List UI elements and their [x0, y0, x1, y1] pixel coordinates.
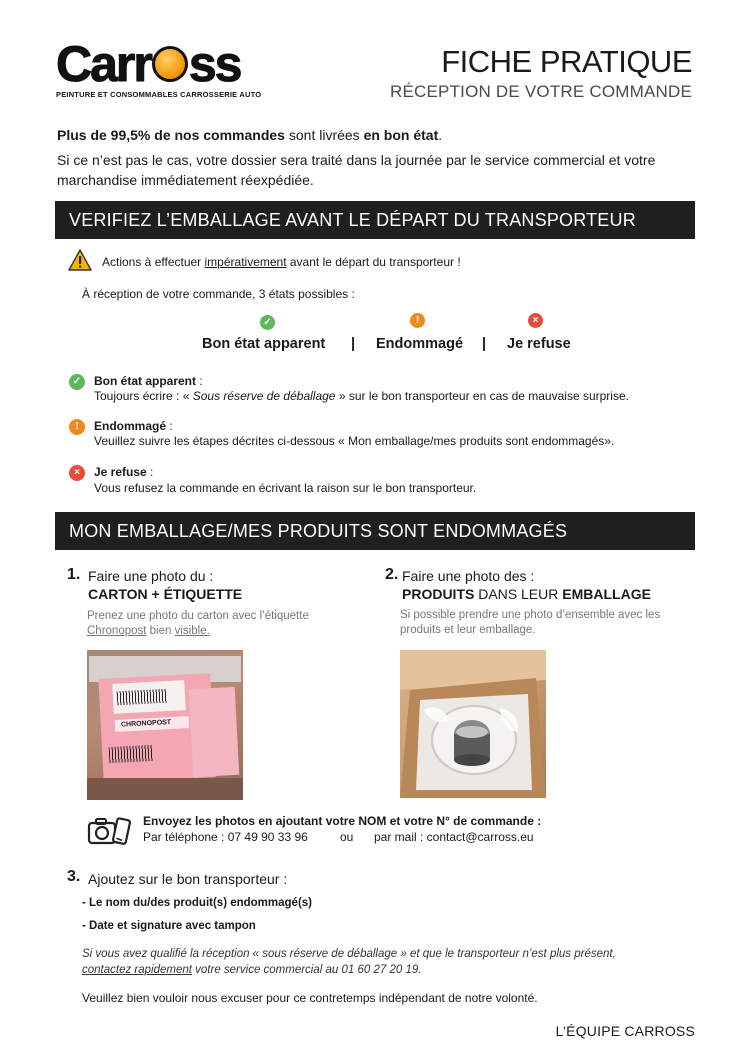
photo-carton-label [87, 650, 243, 800]
logo-tagline: PEINTURE ET CONSOMMABLES CARROSSERIE AUTO [56, 90, 262, 99]
photo-products-packaging [400, 650, 546, 798]
desc-title-refuse: Je refuse : [94, 465, 154, 479]
step-1-heading: Faire une photo du : [88, 568, 214, 584]
section-bar-damaged: MON EMBALLAGE/MES PRODUITS SONT ENDOMMAGÉS [55, 512, 695, 550]
step-1-number: 1. [67, 566, 81, 583]
step-3-item: - Le nom du/des produit(s) endommagé(s) [82, 897, 313, 909]
check-icon: ✓ [69, 374, 85, 390]
section-bar-verify: VERIFIEZ L’EMBALLAGE AVANT LE DÉPART DU TRANSPORTEUR [55, 201, 695, 239]
step-3-heading: Ajoutez sur le bon transporteur : [88, 871, 288, 887]
logo-orange-circle [152, 46, 188, 82]
contact-title: Envoyez les photos en ajoutant votre NOM et votre N° de commande : [143, 814, 542, 828]
step-2-number: 2. [385, 566, 399, 583]
check-icon: ✓ [260, 315, 275, 330]
contact-phone: Par téléphone : 07 49 90 33 96 [143, 830, 308, 844]
step-3-number: 3. [67, 868, 81, 885]
cross-icon: × [528, 313, 543, 328]
step-3-note: Si vous avez qualifié la réception « sous réserve de déballage » et que le transporteur n’est plus présent, contactez rapidement votre service commercial au 01 60 27 20 19. [82, 948, 616, 976]
contact-or: ou [340, 830, 354, 844]
state-label-ok: Bon état apparent [202, 336, 326, 352]
desc-text-refuse: Vous refusez la commande en écrivant la raison sur le bon transporteur. [94, 481, 477, 495]
step-1-note: Prenez une photo du carton avec l’étiquette Chronopost bien visible. [87, 610, 309, 637]
warning-text: Actions à effectuer impérativement avant le départ du transporteur ! [102, 255, 461, 269]
step-2-note: Si possible prendre une photo d’ensemble avec les produits et leur emballage. [400, 609, 661, 636]
contact-mail: par mail : contact@carross.eu [374, 830, 534, 844]
desc-title-damaged: Endommagé : [94, 419, 173, 433]
reception-intro: À réception de votre commande, 3 états possibles : [82, 287, 355, 301]
state-separator: | [351, 336, 356, 352]
desc-text-ok: Toujours écrire : « Sous réserve de déballage » sur le bon transporteur en cas de mauvaise surprise. [94, 389, 629, 403]
page-title: FICHE PRATIQUE [441, 44, 692, 79]
signature: L’ÉQUIPE CARROSS [555, 1023, 695, 1039]
chronopost-label-text: CHRONOPOST [115, 716, 190, 732]
cross-icon: × [69, 465, 85, 481]
intro-line-2: Si ce n’est pas le cas, votre dossier sera traité dans la journée par le service commercial et votre marchandise immédiatement réexpédiée. [57, 152, 656, 188]
logo-wordmark: Carr ss [56, 36, 241, 92]
state-label-refuse: Je refuse [507, 336, 571, 352]
closing-text: Veuillez bien vouloir nous excuser pour ce contretemps indépendant de notre volonté. [82, 991, 538, 1005]
page-subtitle: RÉCEPTION DE VOTRE COMMANDE [390, 82, 692, 101]
intro-line-1: Plus de 99,5% de nos commandes sont livrées en bon état. [57, 127, 443, 143]
warning-icon [68, 249, 92, 271]
step-2-bold: PRODUITS DANS LEUR EMBALLAGE [402, 586, 651, 602]
exclamation-icon: ! [69, 419, 85, 435]
step-3-item: - Date et signature avec tampon [82, 920, 256, 932]
step-1-bold: CARTON + ÉTIQUETTE [88, 586, 243, 602]
carross-logo [56, 36, 262, 106]
desc-title-ok: Bon état apparent : [94, 374, 203, 388]
exclamation-icon: ! [410, 313, 425, 328]
state-separator: | [482, 336, 487, 352]
state-label-damaged: Endommagé [376, 336, 464, 352]
desc-text-damaged: Veuillez suivre les étapes décrites ci-dessous « Mon emballage/mes produits sont endommagés». [94, 434, 615, 448]
camera-phone-icon [87, 815, 131, 849]
step-2-heading: Faire une photo des : [402, 568, 535, 584]
